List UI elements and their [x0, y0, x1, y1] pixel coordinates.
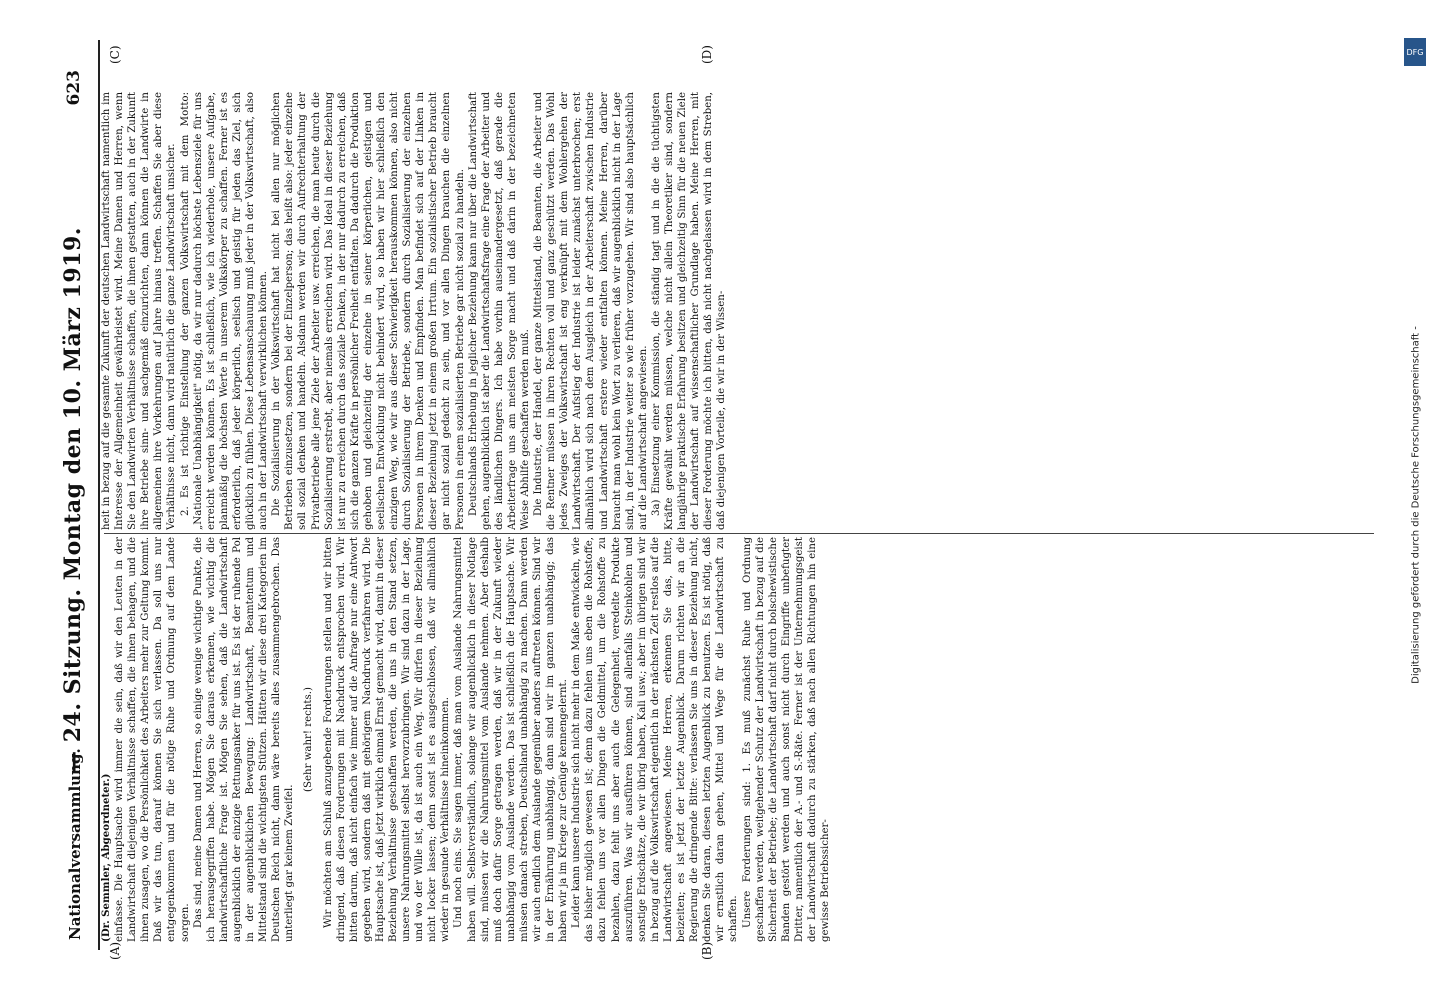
paragraph: Die Industrie, der Handel, der ganze Mittelstand, die Beamten, die Arbeiter und die Rentner müssen in ihren Rechten voll und ganz geschützt werden. Das Wohl jedes Zweiges der Volkswirtschaft ist eng verknüpft mit dem Wohlergehen der Landwirtschaft. Der Aufstieg der Industrie ist leider zunächst unterbrochen; erst allmählich wird sich nach dem Ausgleich in der Arbeiterschaft zwischen Industrie und Landwirtschaft erstere wieder entfalten können. Meine Herren, darüber braucht man wohl kein Wort zu verlieren, daß wir augenblicklich nicht in der Lage sind, in der Industrie weiter so wie früher vorzugehen. Wir sind also hauptsächlich auf die Landwirtschaft angewiesen.	[533, 92, 649, 530]
column-divider	[104, 533, 1374, 534]
margin-mark-c: (C)	[108, 45, 122, 64]
paragraph: heit in bezug auf die gesamte Zukunft der deutschen Landwirtschaft namentlich im Interesse der Allgemeinheit gewährleistet wird. Meine Damen und Herren, wenn Sie den Landwirten Verhältnisse schaffen, die ihnen gestatten, auch in der Zukunft ihre Betriebe sinn- und sachgemäß einzurichten, dann können die Landwirte in allgemeinen ihre Vorkehrungen auf Jahre hinaus treffen. Schaffen Sie aber diese Verhältnisse nicht, dann wird natürlich die ganze Landwirtschaft unsicher.	[101, 92, 178, 530]
paragraph: Unsere Forderungen sind: 1. Es muß zunächst Ruhe und Ordnung geschaffen werden, weitgehender Schutz der Landwirtschaft in bezug auf die Sicherheit der Betriebe; die Landwirtschaft darf nicht durch bolschewistische Banden gestört werden und auch sonst nicht durch Eingriffe unbefugter Dritter, namentlich der A.- und S.-Räte. Ferner ist der Unternehmungsgeist der Landwirtschaft dadurch zu stärken, daß nach allen Richtungen hin eine gewisse Betriebssicher-	[741, 537, 832, 942]
digitization-credit	[1402, 30, 1430, 980]
paragraph: Leider kann unsere Industrie sich nicht mehr in dem Maße entwickeln, wie das bisher möglich gewesen ist; denn dazu fehlen uns eben die Rohstoffe, dazu fehlen uns vor allen Dingen die Geldmittel, um die Rohstoffe zu bezahlen, dazu fehlt uns aber auch die Gelegenheit, veredelte Produkte auszuführen. Was wir ausführen können, sind allenfalls Steinkohlen und sonstige Erdschätze, die wir übrig haben, Kali usw.; aber im übrigen sind wir in bezug auf die Volkswirtschaft eigentlich in der nächsten Zeit restlos auf die Landwirtschaft angewiesen. Meine Herren, erkennen Sie das, bitte, beizeiten; es ist jetzt der letzte Augenblick. Darum richten wir an die Regierung die dringende Bitte: verlassen Sie uns in dieser Beziehung nicht, denken Sie daran, diesen letzten Augenblick zu benutzen. Es ist nötig, daß wir ernstlich daran gehen, Mittel und Wege für die Landwirtschaft zu schaffen.	[571, 537, 740, 942]
paragraph: Das sind, meine Damen und Herren, so einige wenige wichtige Punkte, die ich herausgegriffen habe. Mögen Sie daraus erkennen, wie wichtig die landwirtschaftliche Frage ist. Mögen Sie sehen, daß die Landwirtschaft augenblicklich der einzige Rettungsanker für uns ist. Es ist der ruhende Pol in der augenblicklichen Bewegung: Landwirtschaft, Beamtentum und Mittelstand sind die wichtigsten Stützen. Hätten wir diese drei Kategorien im Deutschen Reich nicht, dann wäre bereits alles zusammengebrochen. Das unterliegt gar keinem Zweifel.	[192, 537, 296, 942]
column-right	[100, 92, 1382, 530]
interjection: (Sehr wahr! rechts.)	[303, 687, 315, 792]
paragraph: Deutschlands Erhebung in jeglicher Beziehung kann nur über die Landwirtschaft gehen, augenblicklich ist aber die Landwirtschaftsfrage eine Frage der Arbeiter und des ländlichen Dingers. Ich habe vorhin auseinandergesetzt, daß gerade die Arbeiterfrage uns am meisten Sorge macht und daß darin in der bezeichneten Weise Abhilfe geschaffen werden muß.	[467, 92, 531, 530]
paragraph: Und noch eins. Sie sagen immer, daß man vom Auslande Nahrungsmittel haben will. Selbstverständlich, solange wir augenblicklich in dieser Notlage sind, müssen wir die Nahrungsmittel vom Auslande nehmen. Aber deshalb muß doch dafür Sorge getragen werden, daß wir in der Zukunft wieder unabhängig vom Auslande werden. Das ist schließlich die Hauptsache. Wir müssen danach streben, Deutschland unabhängig zu machen. Dann werden wir auch endlich dem Auslande gegenüber anders auftreten können. Sind wir in der Ernährung unabhängig, dann sind wir im ganzen unabhängig; das haben wir ja im Kriege zur Genüge kennengelernt.	[453, 537, 570, 942]
header-session-date: — 24. Sitzung. Montag den 10. März 1919.	[60, 227, 86, 773]
header-left: Nationalversammlung.	[66, 748, 84, 940]
speaker-line: (Dr. Semmler, Abgeordneter.)	[100, 773, 112, 942]
paragraph: Wir möchten am Schluß anzugebende Forderungen stellen und wir bitten dringend, daß diesen Forderungen mit Nachdruck entsprochen wird. Wir bitten darum, daß nicht einfach wie immer auf die Anfrage nur eine Antwort gegeben wird, sondern daß mit gehörigem Nachdruck verfahren wird. Die Hauptsache ist, daß jetzt wirklich einmal Ernst gemacht wird, damit in dieser Beziehung Verhältnisse geschaffen werden, die uns in den Stand setzen, unsere Nahrungsmittel selbst hervorzubringen. Wir sind dazu in der Lage, und wo der Wille ist, da ist auch ein Weg. Wir dürfen in dieser Beziehung nicht locker lassen; denn sonst ist es ausgeschlossen, daß wir allmählich wieder in gesunde Verhältnisse hineinkommen.	[322, 537, 452, 942]
column-left	[100, 537, 1382, 942]
paragraph: Die Sozialisierung in der Volkswirtschaft hat nicht bei allen nur möglichen Betrieben einzusetzen, sondern bei der Einzelperson; das heißt also: jeder einzelne soll sozial denken und handeln. Alsdann werden wir durch Aufrechterhaltung der Privatbetriebe alle jene Ziele der Arbeiter usw. erreichen, die man heute durch die Sozialisierung erstrebt, aber niemals erreichen wird. Das Ideal in dieser Beziehung ist nur zu erreichen durch das soziale Denken, in der nur dadurch zu erreichen, daß sich die ganzen Kräfte in persönlicher Freiheit entfalten. Da dadurch die Produktion gehoben und gleichzeitig der einzelne in seiner körperlichen, geistigen und seelischen Entwicklung nicht behindert wird, so haben wir hier schließlich den einzigen Weg, wie wir aus dieser Schwierigkeit herauskommen können, also nicht durch Sozialisierung der Betriebe, sondern durch Sozialisierung der einzelnen Personen in ihrem Denken und Empfinden. Man befindet sich auf der Linken in dieser Beziehung jetzt in einem großen Irrtum. Ein sozialistischer Betrieb braucht gar nicht sozial gedacht zu sein, und vor allen Dingen brauchen die einzelnen Personen in einem sozialisierten Betriebe gar nicht sozial zu handeln.	[271, 92, 466, 530]
digitization-credit-text: Digitalisierung gefördert durch die Deutsche Forschungsgemeinschaft -	[1410, 326, 1422, 684]
margin-mark-a: (A)	[108, 941, 122, 960]
paragraph: 2. Es ist richtige Einstellung der ganzen Volkswirtschaft mit dem Motto: „Nationale Unabhängigkeit" nötig, da wir nur dadurch höchste Lebensziele für uns erreicht werden können. Es ist schließlich, wie ich wiederhole, unsere Aufgabe, planmäßig die höchsten Werte in unserem Volkskörper zu schaffen. Ferner ist es erforderlich, daß jeder körperlich, seelisch und geistig für jeden das Ziel, sich glücklich zu fühlen. Diese Lebensanschauung muß jeder in der Volkswirtschaft, also auch in der Landwirtschaft verwirklichen können.	[179, 92, 270, 530]
margin-mark-b: (B)	[700, 941, 714, 960]
dfg-logo: DFG	[1404, 38, 1426, 66]
page-number: 623	[64, 70, 84, 106]
paragraph: einfasse. Die Hauptsache wird immer die sein, daß wir den Leuten in der Landwirtschaft diejenigen Verhältnisse schaffen, die ihnen behagen, und die ihnen zusagen, wo die Persönlichkeit des Arbeiters mehr zur Geltung kommt. Daß wir das tun, darauf können Sie sich verlassen. Da soll uns nur entgegenkommen und für die nötige Ruhe und Ordnung auf dem Lande sorgen.	[114, 537, 191, 942]
paragraph: 3a) Einsetzung einer Kommission, die ständig tagt und in die die tüchtigsten Kräfte gewählt werden müssen, welche nicht allein Theoretiker sind, sondern langjährige praktische Erfahrung besitzen und gleichzeitig Sinn für die neuen Ziele der Landwirtschaft auf wissenschaftlicher Grundlage haben. Meine Herren, mit dieser Forderung möchte ich bitten, daß nicht nachgelassen wird in dem Streben, daß diejenigen Vorteile, die wir in der Wissen-	[650, 92, 728, 530]
margin-mark-d: (D)	[700, 45, 714, 64]
page-header	[38, 0, 100, 1000]
